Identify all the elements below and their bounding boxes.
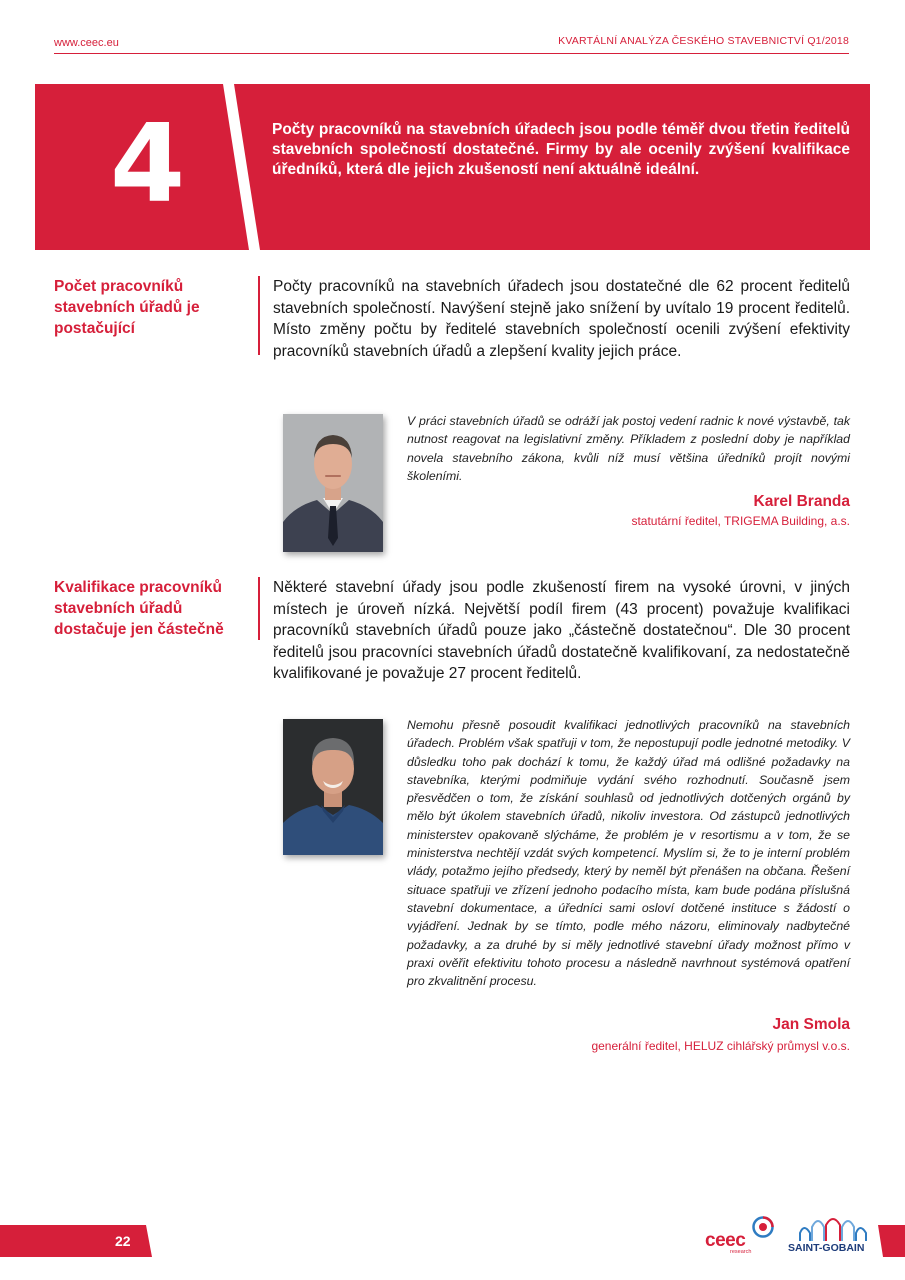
quote-2-text: Nemohu přesně posoudit kvalifikaci jednotlivých pracovníků na stavebních úřadech. Problém však spatřuji v tom, že nepostupují podle jednotné metodiky. V důsledku toho pak dochází k tomu, že každý úřad má odlišné požadavky na stavebníka, kterými podmiňuje vydání svého rozhodnutí. Současně jsem přesvědčen o tom, že získání souhlasů od jednotlivých dotčených orgánů by mělo být úkolem stavebních úřadů, nikoliv investora. Od zástupců jednotlivých ministerstev opakovaně slýcháme, že problém je v resortismu a v tom, že se ministerstva nechtějí vzdát svých kompetencí. Myslím si, že to je interní problém vlády, potažmo jejího předsedy, který by neměl být přenášen na občana. Řešení situace spatřuji ve zřízení jednoho podacího místa, kam bude podána příslušná stavební dokumentace, a úředníci sami osloví dotčené instituce s žádostí o vyjádření. Jednak by se tímto, podle mého názoru, eliminovaly nadbytečné požadavky, a za druhé by si měly jednotlivé stavební úřady možnost přímo v praxi ověřit efektivitu tohoto procesu a následně navrhnout systémová opatření pro zkvalitnění procesu. [407, 718, 850, 989]
ceec-logo-subtext: research [730, 1249, 752, 1255]
quote-2-role: generální ředitel, HELUZ cihlářský průmysl v.o.s. [591, 1039, 850, 1053]
page-number: 22 [115, 1233, 131, 1249]
finding-summary: Počty pracovníků na stavebních úřadech jsou podle téměř dvou třetin ředitelů stavebních společností dostatečné. Firmy by ale ocenily zvýšení kvalifikace úředníků, která dle jejich zkušeností není aktuálně ideální. [272, 121, 850, 178]
header-url[interactable]: www.ceec.eu [54, 37, 119, 49]
ceec-logo-icon [752, 1216, 774, 1238]
finding-number: 4 [110, 102, 186, 227]
quote-1-author: Karel Branda [753, 493, 850, 510]
saint-gobain-logo[interactable] [786, 1215, 881, 1260]
quote-2-author: Jan Smola [772, 1016, 850, 1033]
portrait-jan-smola [283, 719, 383, 855]
header-divider [54, 53, 849, 54]
ceec-research-logo[interactable] [702, 1216, 782, 1256]
ceec-logo-text: ceec [705, 1230, 746, 1251]
key-finding-banner [35, 84, 870, 250]
quote-1-text: V práci stavebních úřadů se odráží jak postoj vedení radnic k nové výstavbě, tak nutnost reagovat na legislativní změny. Příkladem z poslední doby je například novela stavebního zákona, kvůli níž musí většina úředníků projít novými školeními. [407, 414, 850, 483]
portrait-1-image [283, 414, 383, 552]
quote-1-role: statutární ředitel, TRIGEMA Building, a.s. [631, 514, 850, 528]
saint-gobain-arch-icon [796, 1215, 870, 1241]
section-1-bar [258, 276, 260, 355]
saint-gobain-logo-text: SAINT-GOBAIN [788, 1242, 865, 1254]
section-2-bar [258, 577, 260, 640]
footer-right-tab [878, 1225, 905, 1257]
section-1-title: Počet pracovníků stavebních úřadů je postačující [54, 278, 200, 337]
portrait-karel-branda [283, 414, 383, 552]
header-title: KVARTÁLNÍ ANALÝZA ČESKÉHO STAVEBNICTVÍ Q1/2018 [558, 35, 849, 47]
section-2-title: Kvalifikace pracovníků stavebních úřadů dostačuje jen částečně [54, 579, 224, 638]
portrait-2-image [283, 719, 383, 855]
section-1-paragraph: Počty pracovníků na stavebních úřadech jsou dostatečné dle 62 procent ředitelů stavebních společností. Navýšení stejně jako snížení by uvítalo 19 procent ředitelů. Místo změny počtu by ředitelé stavebních společností ocenili zvýšení efektivity pracovníků stavebních úřadů a zlepšení kvality jejich práce. [273, 278, 850, 360]
section-2-paragraph: Některé stavební úřady jsou podle zkušeností firem na vysoké úrovni, v jiných místech je úroveň nízká. Největší podíl firem (43 procent) považuje kvalifikaci pracovníků stavebních úřadů pouze jako „částečně dostatečnou“. Dle 30 procent ředitelů jsou pracovníci stavebních úřadů dostatečně kvalifikovaní, za nedostatečně kvalifikované je považuje 27 procent ředitelů. [273, 579, 850, 682]
